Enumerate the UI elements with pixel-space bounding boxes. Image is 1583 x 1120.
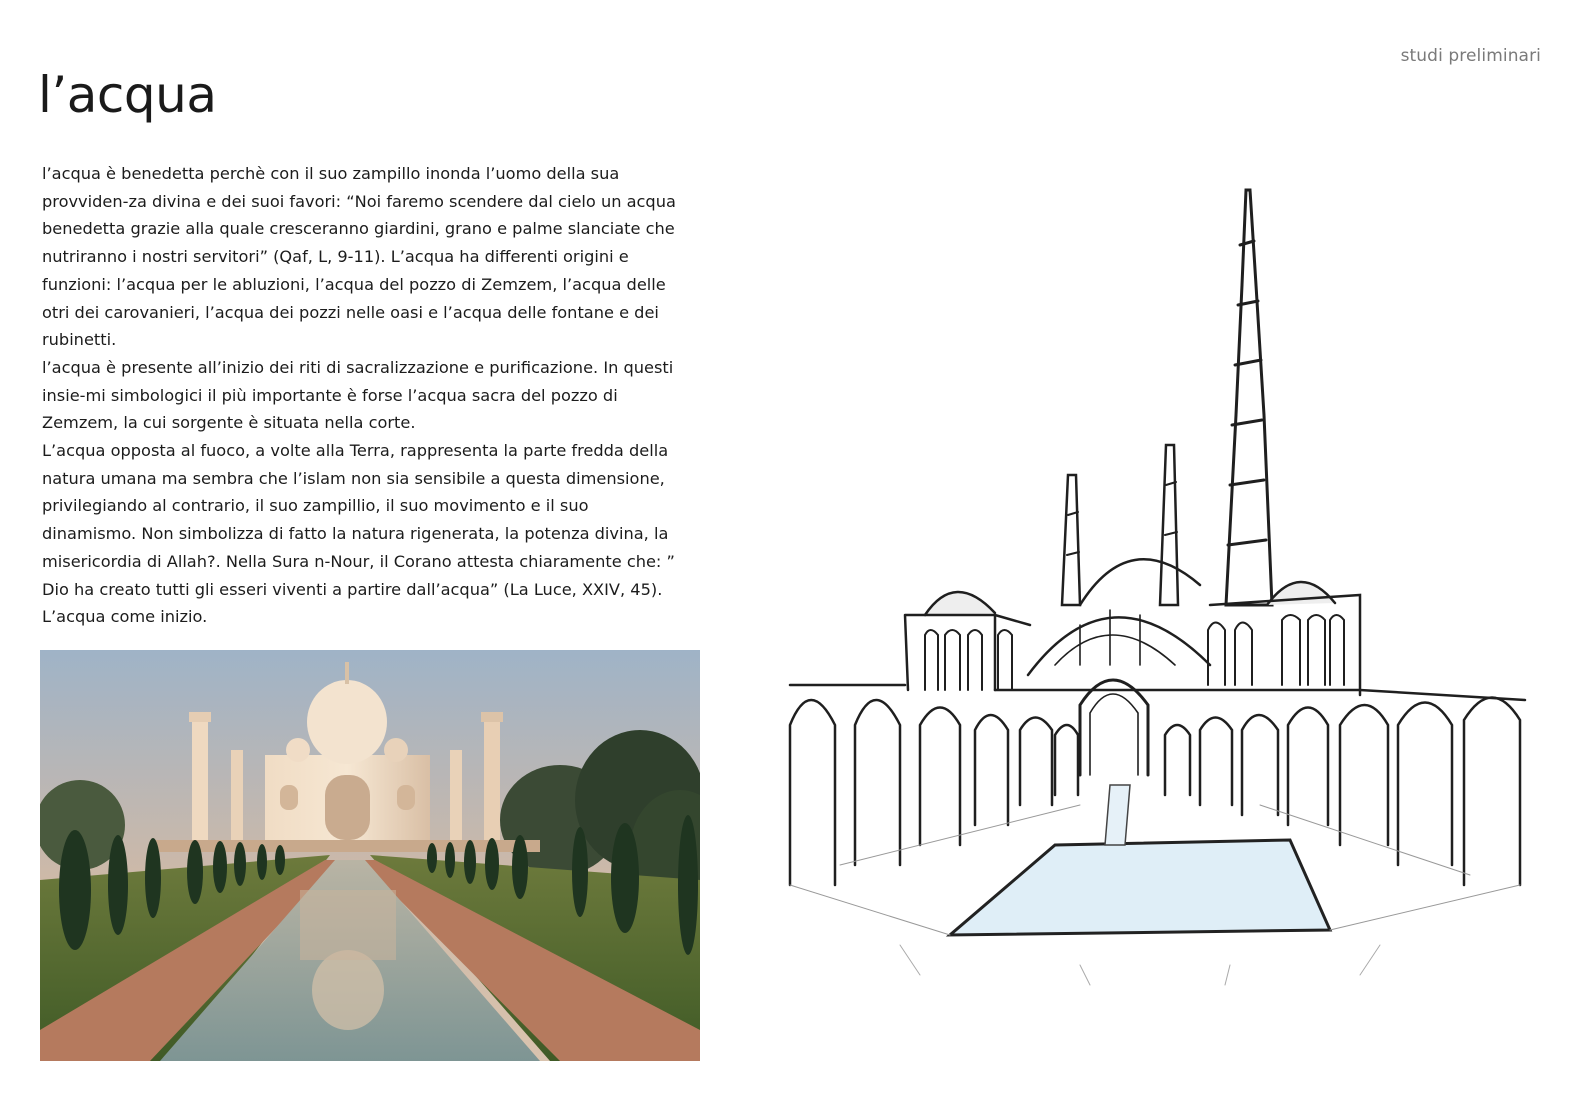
body-text bbox=[42, 160, 682, 631]
section-label: studi preliminari bbox=[1400, 46, 1541, 66]
taj-mahal-photo bbox=[40, 650, 700, 1061]
paragraph: L’acqua come inizio. bbox=[42, 607, 208, 627]
mosque-courtyard-sketch bbox=[780, 185, 1550, 1005]
paragraph: L’acqua opposta al fuoco, a volte alla Terra, rappresenta la parte fredda della natura umana ma sembra che l’islam non sia sensibile a questa dimensione, privilegiando al contrario, il suo zampillio, il suo movimento e il suo dinamismo. Non simbolizza di fatto la natura rigenerata, la potenza divina, la misericordia di Allah?. Nella Sura n-Nour, il Corano attesta chiaramente che: ” Dio ha creato tutti gli esseri viventi a partire dall’acqua” (La Luce, XXIV, 45). bbox=[42, 441, 675, 599]
page-title: l’acqua bbox=[38, 66, 217, 124]
paragraph: l’acqua è benedetta perchè con il suo zampillo inonda l’uomo della sua provviden-za divina e dei suoi favori: “Noi faremo scendere dal cielo un acqua benedetta grazie alla quale cresceranno giardini, grano e palme slanciate che nutriranno i nostri servitori” (Qaf, L, 9-11). L’acqua ha differenti origini e funzioni: l’acqua per le abluzioni, l’acqua del pozzo di Zemzem, l’acqua delle otri dei carovanieri, l’acqua dei pozzi nelle oasi e l’acqua delle fontane e dei rubinetti. bbox=[42, 164, 676, 350]
paragraph: l’acqua è presente all’inizio dei riti di sacralizzazione e purificazione. In questi insie-mi simbologici il più importante è forse l’acqua sacra del pozzo di Zemzem, la cui sorgente è situata nella corte. bbox=[42, 357, 674, 433]
